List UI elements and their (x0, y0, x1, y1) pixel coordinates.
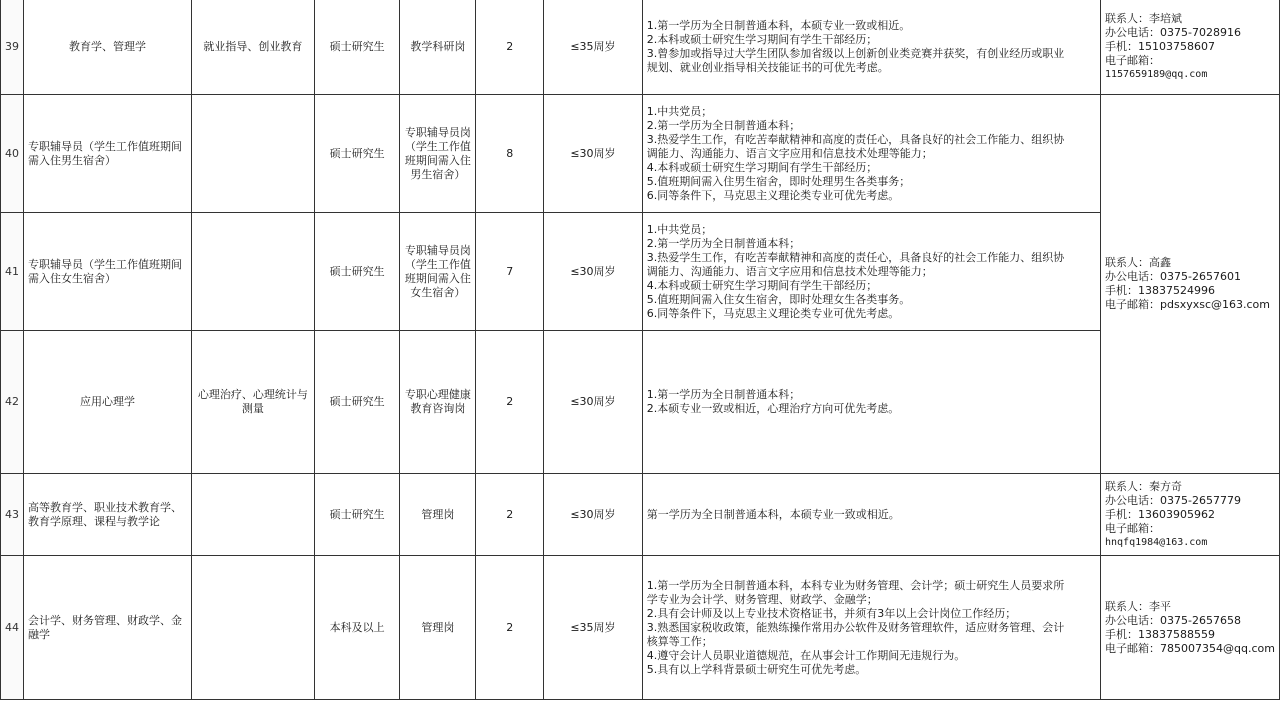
contact-person: 联系人：高鑫 (1105, 256, 1171, 269)
age-cell: ≤30周岁 (544, 331, 643, 474)
table-row (1, 95, 1280, 213)
requirement-line: 1.第一学历为全日制普通本科，本科专业为财务管理、会计学；硕士研究生人员要求所 (646, 578, 1065, 592)
requirement-line: 3.曾参加或指导过大学生团队参加省级以上创新创业类竞赛并获奖，有创业经历或职业 (646, 46, 1065, 60)
table-row (1, 213, 1280, 331)
contact-email (1105, 642, 1275, 656)
requirements-cell (642, 213, 1100, 331)
requirement-line: 3.热爱学生工作，有吃苦奉献精神和高度的责任心，具备良好的社会工作能力、组织协 (646, 132, 1065, 146)
requirement-line: 4.本科或硕士研究生学习期间有学生干部经历； (646, 160, 878, 174)
major-cell: 应用心理学 (24, 331, 192, 474)
count-cell: 2 (476, 556, 544, 700)
contact-email: 电子邮箱：pdsxyxsc@163.com (1105, 298, 1270, 311)
requirement-line: 4.本科或硕士研究生学习期间有学生干部经历； (646, 278, 878, 292)
requirement-line: 规划、就业创业指导相关技能证书的可优先考虑。 (646, 60, 889, 74)
requirement-line: 1.中共党员； (646, 104, 713, 118)
requirement-line: 核算等工作； (646, 634, 713, 648)
requirement-line: 1.中共党员； (646, 222, 713, 236)
contact-cell (1101, 474, 1280, 556)
position-cell: 教学科研岗 (400, 0, 476, 95)
major-cell: 会计学、财务管理、财政学、金融学 (24, 556, 192, 700)
requirement-line: 学专业为会计学、财务管理、财政学、金融学； (646, 592, 878, 606)
count-cell: 2 (476, 0, 544, 95)
age-cell: ≤35周岁 (544, 0, 643, 95)
table-row (1, 474, 1280, 556)
requirement-line: 3.熟悉国家税收政策，能熟练操作常用办公软件及财务管理软件，适应财务管理、会计 (646, 620, 1065, 634)
age-cell: ≤30周岁 (544, 474, 643, 556)
requirement-line: 5.值班期间需入住女生宿舍，即时处理女生各类事务。 (646, 292, 911, 306)
education-cell: 本科及以上 (314, 556, 400, 700)
contact-office-phone: 办公电话：0375-7028916 (1105, 25, 1241, 39)
requirement-line: 5.具有以上学科背景硕士研究生可优先考虑。 (646, 662, 867, 676)
contact-email-label: 电子邮箱： (1105, 53, 1160, 67)
requirement-line: 1.第一学历为全日制普通本科，本硕专业一致或相近。 (646, 18, 911, 32)
contact-mobile: 手机：13837588559 (1105, 627, 1215, 641)
shared-contact-cell (1101, 95, 1280, 474)
major-cell: 专职辅导员（学生工作值班期间需入住女生宿舍） (24, 213, 192, 331)
requirement-line: 调能力、沟通能力、语言文字应用和信息技术处理等能力； (646, 264, 933, 278)
major-cell: 教育学、管理学 (24, 0, 192, 95)
direction-cell (191, 213, 314, 331)
education-cell: 硕士研究生 (314, 95, 400, 213)
contact-person: 联系人：李培斌 (1105, 11, 1182, 25)
contact-email-label: 电子邮箱： (1105, 641, 1160, 655)
requirement-line: 2.本硕专业一致或相近，心理治疗方向可优先考虑。 (646, 402, 900, 415)
contact-office-phone: 办公电话：0375-2657601 (1105, 270, 1241, 283)
education-cell: 硕士研究生 (314, 213, 400, 331)
count-cell: 7 (476, 213, 544, 331)
contact-person: 联系人：李平 (1105, 599, 1171, 613)
row-number: 43 (1, 474, 24, 556)
position-cell: 专职辅导员岗（学生工作值班期间需入住女生宿舍） (400, 213, 476, 331)
requirements-cell (642, 556, 1100, 700)
requirement-line: 2.第一学历为全日制普通本科； (646, 118, 801, 132)
contact-email: 1157659189@qq.com (1105, 68, 1208, 80)
requirement-line: 4.遵守会计人员职业道德规范，在从事会计工作期间无违规行为。 (646, 648, 966, 662)
position-cell: 专职心理健康教育咨询岗 (400, 331, 476, 474)
row-number: 40 (1, 95, 24, 213)
table-row (1, 0, 1280, 95)
requirement-line: 2.具有会计师及以上专业技术资格证书，并须有3年以上会计岗位工作经历； (646, 606, 1017, 620)
major-cell: 专职辅导员（学生工作值班期间需入住男生宿舍） (24, 95, 192, 213)
table-row (1, 556, 1280, 700)
requirement-line: 1.第一学历为全日制普通本科； (646, 388, 801, 401)
requirement-line: 5.值班期间需入住男生宿舍，即时处理男生各类事务； (646, 174, 911, 188)
contact-person: 联系人：秦方奇 (1105, 479, 1182, 493)
direction-cell (191, 474, 314, 556)
contact-mobile: 手机：15103758607 (1105, 39, 1215, 53)
requirements-cell (642, 0, 1100, 95)
requirement-line: 调能力、沟通能力、语言文字应用和信息技术处理等能力； (646, 146, 933, 160)
contact-mobile: 手机：13837524996 (1105, 284, 1215, 297)
direction-cell: 就业指导、创业教育 (191, 0, 314, 95)
contact-office-phone: 办公电话：0375-2657779 (1105, 493, 1241, 507)
contact-cell (1101, 556, 1280, 700)
row-number: 44 (1, 556, 24, 700)
age-cell: ≤30周岁 (544, 213, 643, 331)
education-cell: 硕士研究生 (314, 331, 400, 474)
requirement-line: 6.同等条件下，马克思主义理论类专业可优先考虑。 (646, 188, 900, 202)
requirements-cell (642, 95, 1100, 213)
requirement-line: 6.同等条件下，马克思主义理论类专业可优先考虑。 (646, 306, 900, 320)
education-cell: 硕士研究生 (314, 0, 400, 95)
contact-email-label: 电子邮箱： (1105, 521, 1160, 535)
direction-cell: 心理治疗、心理统计与测量 (191, 331, 314, 474)
contact-email: hnqfq1984@163.com (1105, 536, 1208, 548)
major-cell: 高等教育学、职业技术教育学、教育学原理、课程与教学论 (24, 474, 192, 556)
direction-cell (191, 95, 314, 213)
contact-office-phone: 办公电话：0375-2657658 (1105, 613, 1241, 627)
requirements-cell (642, 331, 1100, 474)
education-cell: 硕士研究生 (314, 474, 400, 556)
age-cell: ≤30周岁 (544, 95, 643, 213)
requirement-line: 第一学历为全日制普通本科，本硕专业一致或相近。 (646, 507, 900, 521)
requirement-line: 2.第一学历为全日制普通本科； (646, 236, 801, 250)
direction-cell (191, 556, 314, 700)
row-number: 41 (1, 213, 24, 331)
contact-cell (1101, 0, 1280, 95)
count-cell: 8 (476, 95, 544, 213)
position-cell: 管理岗 (400, 474, 476, 556)
table-row (1, 331, 1280, 474)
requirement-line: 2.本科或硕士研究生学习期间有学生干部经历； (646, 32, 878, 46)
contact-email-address: 785007354@qq.com (1160, 641, 1275, 655)
count-cell: 2 (476, 331, 544, 474)
requirements-cell (642, 474, 1100, 556)
position-cell: 管理岗 (400, 556, 476, 700)
contact-mobile: 手机：13603905962 (1105, 507, 1215, 521)
position-cell: 专职辅导员岗（学生工作值班期间需入住男生宿舍） (400, 95, 476, 213)
row-number: 39 (1, 0, 24, 95)
count-cell: 2 (476, 474, 544, 556)
age-cell: ≤35周岁 (544, 556, 643, 700)
requirement-line: 3.热爱学生工作，有吃苦奉献精神和高度的责任心，具备良好的社会工作能力、组织协 (646, 250, 1065, 264)
row-number: 42 (1, 331, 24, 474)
